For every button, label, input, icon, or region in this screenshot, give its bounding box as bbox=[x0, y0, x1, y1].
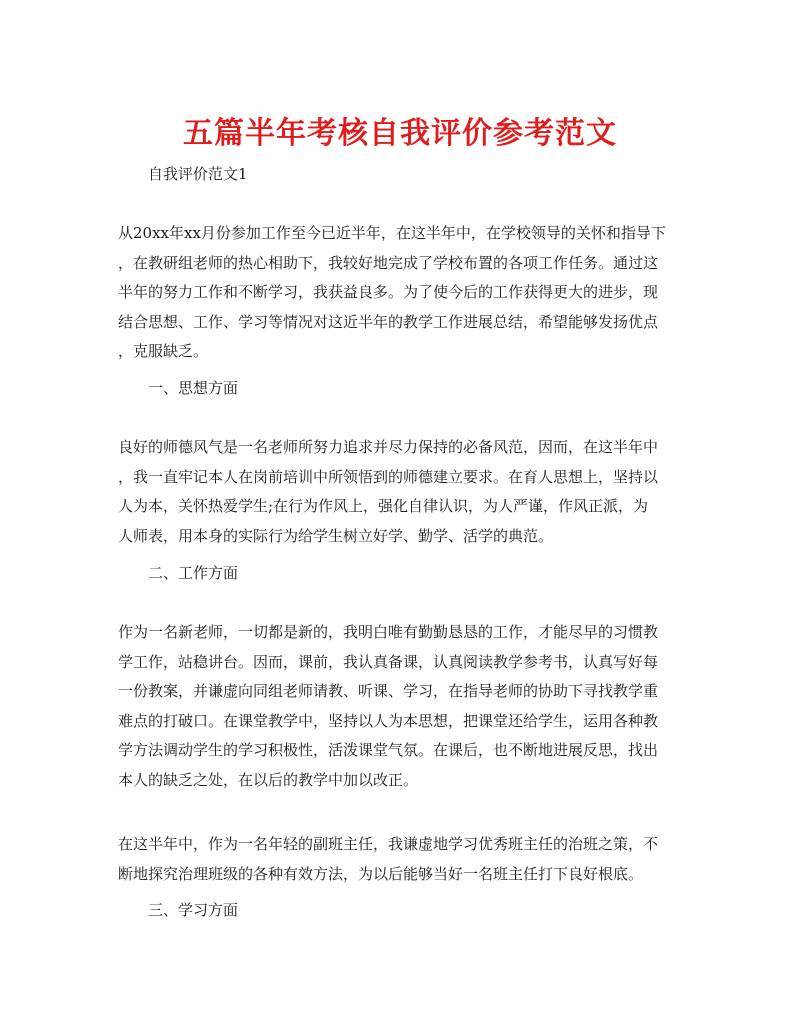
paragraph-intro bbox=[118, 219, 686, 367]
text-line: ，在教研组老师的热心相助下，我较好地完成了学校布置的各项工作任务。通过这 bbox=[118, 253, 659, 272]
paragraph-head-teacher bbox=[118, 830, 686, 889]
text-line: 一份教案，并谦虚向同组老师请教、听课、学习，在指导老师的协助下寻找教学重 bbox=[118, 682, 659, 701]
text-line: 学工作，站稳讲台。因而，课前，我认真备课，认真阅读教学参考书，认真写好每 bbox=[118, 652, 659, 671]
section-heading-work: 二、工作方面 bbox=[148, 564, 239, 582]
text-line: ，我一直牢记本人在岗前培训中所领悟到的师德建立要求。在育人思想上，坚持以 bbox=[118, 467, 659, 486]
document-title: 五篇半年考核自我评价参考范文 bbox=[183, 116, 617, 151]
text-line: 难点的打破口。在课堂教学中，坚持以人为本思想，把课堂还给学生，运用各种教 bbox=[118, 711, 659, 730]
text-line: 结合思想、工作、学习等情况对这近半年的教学工作进展总结，希望能够发扬优点 bbox=[118, 312, 659, 331]
text-line: 半年的努力工作和不断学习，我获益良多。为了使今后的工作获得更大的进步，现 bbox=[118, 283, 659, 302]
paragraph-thought bbox=[118, 433, 686, 551]
text-line: 断地探究治理班级的各种有效方法，为以后能够当好一名班主任打下良好根底。 bbox=[118, 864, 644, 883]
text-line: 本人的缺乏之处，在以后的教学中加以改正。 bbox=[118, 770, 419, 789]
text-line: 人师表，用本身的实际行为给学生树立好学、勤学、活学的典范。 bbox=[118, 526, 554, 545]
text-line: 作为一名新老师，一切都是新的，我明白唯有勤勤恳恳的工作，才能尽早的习惯教 bbox=[118, 623, 659, 641]
text-line: 良好的师德风气是一名老师所努力追求并尽力保持的必备风范，因而，在这半年中 bbox=[118, 438, 659, 456]
subtitle: 自我评价范文1 bbox=[148, 165, 248, 183]
text-line: 学方法调动学生的学习积极性，活泼课堂气氛。在课后，也不断地进展反思，找出 bbox=[118, 741, 659, 760]
section-heading-study: 三、学习方面 bbox=[148, 901, 239, 919]
text-line: ，克服缺乏。 bbox=[118, 342, 209, 361]
text-line: 在这半年中，作为一名年轻的副班主任，我谦虚地学习优秀班主任的治班之策，不 bbox=[118, 835, 659, 853]
paragraph-work bbox=[118, 618, 686, 796]
section-heading-thought: 一、思想方面 bbox=[148, 379, 239, 397]
text-line: 从20xx年xx月份参加工作至今已近半年，在这半年中，在学校领导的关怀和指导下 bbox=[118, 224, 666, 242]
text-line: 人为本，关怀热爱学生;在行为作风上，强化自律认识，为人严谨，作风正派，为 bbox=[118, 497, 649, 516]
